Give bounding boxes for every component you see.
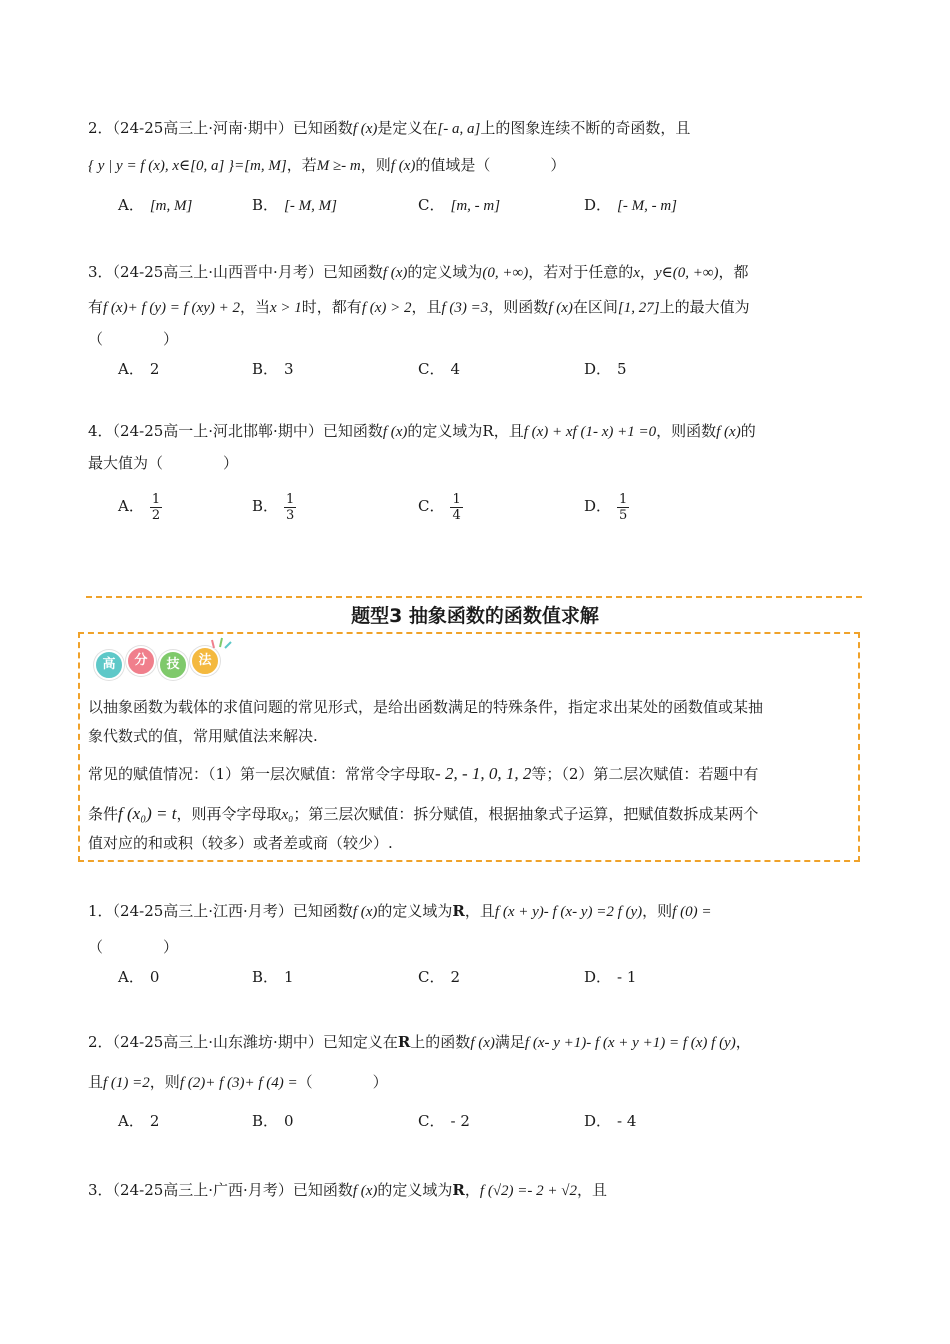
tip-line1: 以抽象函数为载体的求值问题的常见形式，是给出函数满足的特殊条件，指定求出某处的函数值或某抽 xyxy=(88,698,764,716)
tip-line4: 条件f (x₀) = t，则再令字母取x₀；第三层次赋值：拆分赋值，根据抽象式子运算，把赋值数拆成某两个 xyxy=(88,804,759,823)
fraction: $\frac{1}{3}$ xyxy=(286,491,295,523)
option-c[interactable]: C． 2 xyxy=(418,968,461,986)
q4a-line2: 最大值为（ ） xyxy=(88,454,239,472)
q4a-line1: 4．（24-25高一上·河北邯郸·期中）已知函数f (x)的定义域为R，且f (x) + xf (1- x) +1 =0，则函数f (x)的 xyxy=(88,422,756,440)
math: f (x) xyxy=(352,121,378,137)
q2b-line1: 2．（24-25高三上·山东潍坊·期中）已知定义在R上的函数f (x)满足f (x- y +1)- f (x + y +1) = f (x) f (y)， xyxy=(88,1033,751,1051)
tip-badge xyxy=(92,636,242,686)
badge-bubble: 法 xyxy=(190,646,220,676)
q2a-options xyxy=(118,192,878,218)
badge-bubble: 高 xyxy=(94,650,124,680)
section-title: 题型3 抽象函数的函数值求解 xyxy=(351,605,599,627)
fraction: $\frac{1}{5}$ xyxy=(619,491,628,523)
q3a-options xyxy=(118,356,878,382)
q1b-line2: （ ） xyxy=(88,938,179,956)
option-b[interactable]: B． 1 xyxy=(252,968,294,986)
section-divider xyxy=(86,596,862,598)
q2a-line1: 2．（24-25高三上·河南·期中）已知函数f (x)是定义在[- a, a]上的图象连续不断的奇函数，且 xyxy=(88,119,691,137)
math: f (x) xyxy=(390,158,416,174)
option-d[interactable]: D． 5 xyxy=(584,360,627,378)
tip-line3: 常见的赋值情况：（1）第一层次赋值：常常令字母取- 2, - 1, 0, 1, 2等；（2）第二层次赋值：若题中有 xyxy=(88,764,759,783)
option-a[interactable]: A． 2 xyxy=(118,360,160,378)
q4a-options xyxy=(118,488,878,528)
option-a[interactable]: A． [m, M] xyxy=(118,196,193,214)
option-b[interactable]: B． 0 xyxy=(252,1112,294,1130)
badge-bubble: 技 xyxy=(158,650,188,680)
option-b[interactable]: B． 3 xyxy=(252,360,294,378)
q2b-line2: 且f (1) =2，则f (2)+ f (3)+ f (4) =（ ） xyxy=(88,1073,388,1091)
math: [- a, a] xyxy=(437,121,481,137)
option-d[interactable]: D． [- M, - m] xyxy=(584,196,678,214)
sparkle-icon xyxy=(210,636,234,650)
q2b-options xyxy=(118,1108,878,1134)
q1b-line1: 1．（24-25高三上·江西·月考）已知函数f (x)的定义域为R，且f (x + y)- f (x- y) =2 f (y)，则f (0) = xyxy=(88,902,712,920)
option-a[interactable]: A． 2 xyxy=(118,1112,160,1130)
option-c[interactable]: C． [m, - m] xyxy=(418,196,501,214)
q3a-line2: 有f (x)+ f (y) = f (xy) + 2，当x > 1时，都有f (x) > 2，且f (3) =3，则函数f (x)在区间[1, 27]上的最大值为 xyxy=(88,298,750,316)
option-c[interactable]: C． $\frac{1}{4}$ xyxy=(418,491,461,523)
option-b[interactable]: B． [- M, M] xyxy=(252,196,337,214)
math: M ≥- m xyxy=(316,158,361,174)
option-c[interactable]: C． 4 xyxy=(418,360,461,378)
fraction: $\frac{1}{4}$ xyxy=(452,491,461,523)
q3b-line1: 3．（24-25高三上·广西·月考）已知函数f (x)的定义域为R，f (√2) =- 2 + √2，且 xyxy=(88,1181,608,1199)
tip-line2: 象代数式的值，常用赋值法来解决. xyxy=(88,727,318,745)
option-c[interactable]: C． - 2 xyxy=(418,1112,470,1130)
q3a-line3: （ ） xyxy=(88,330,179,348)
math: =[m, M] xyxy=(234,158,287,174)
option-d[interactable]: D． - 4 xyxy=(584,1112,637,1130)
tip-line5: 值对应的和或积（较多）或者差或商（较少）. xyxy=(88,834,393,852)
option-a[interactable]: A． 0 xyxy=(118,968,160,986)
option-d[interactable]: D． - 1 xyxy=(584,968,637,986)
option-d[interactable]: D． $\frac{1}{5}$ xyxy=(584,491,628,523)
option-b[interactable]: B． $\frac{1}{3}$ xyxy=(252,491,295,523)
math: { y | y = f (x), x∈[0, a] } xyxy=(88,158,235,174)
fraction: $\frac{1}{2}$ xyxy=(151,491,161,523)
q2a-line2: { y | y = f (x), x∈[0, a] }=[m, M]，若M ≥- m，则f (x)的值域是（ ） xyxy=(88,156,566,174)
q1b-options xyxy=(118,964,878,990)
option-a[interactable]: A． $\frac{1}{2}$ xyxy=(118,491,161,523)
q3a-line1: 3．（24-25高三上·山西晋中·月考）已知函数f (x)的定义域为(0, +∞)，若对于任意的x，y∈(0, +∞)，都 xyxy=(88,263,749,281)
badge-bubble: 分 xyxy=(126,646,156,676)
